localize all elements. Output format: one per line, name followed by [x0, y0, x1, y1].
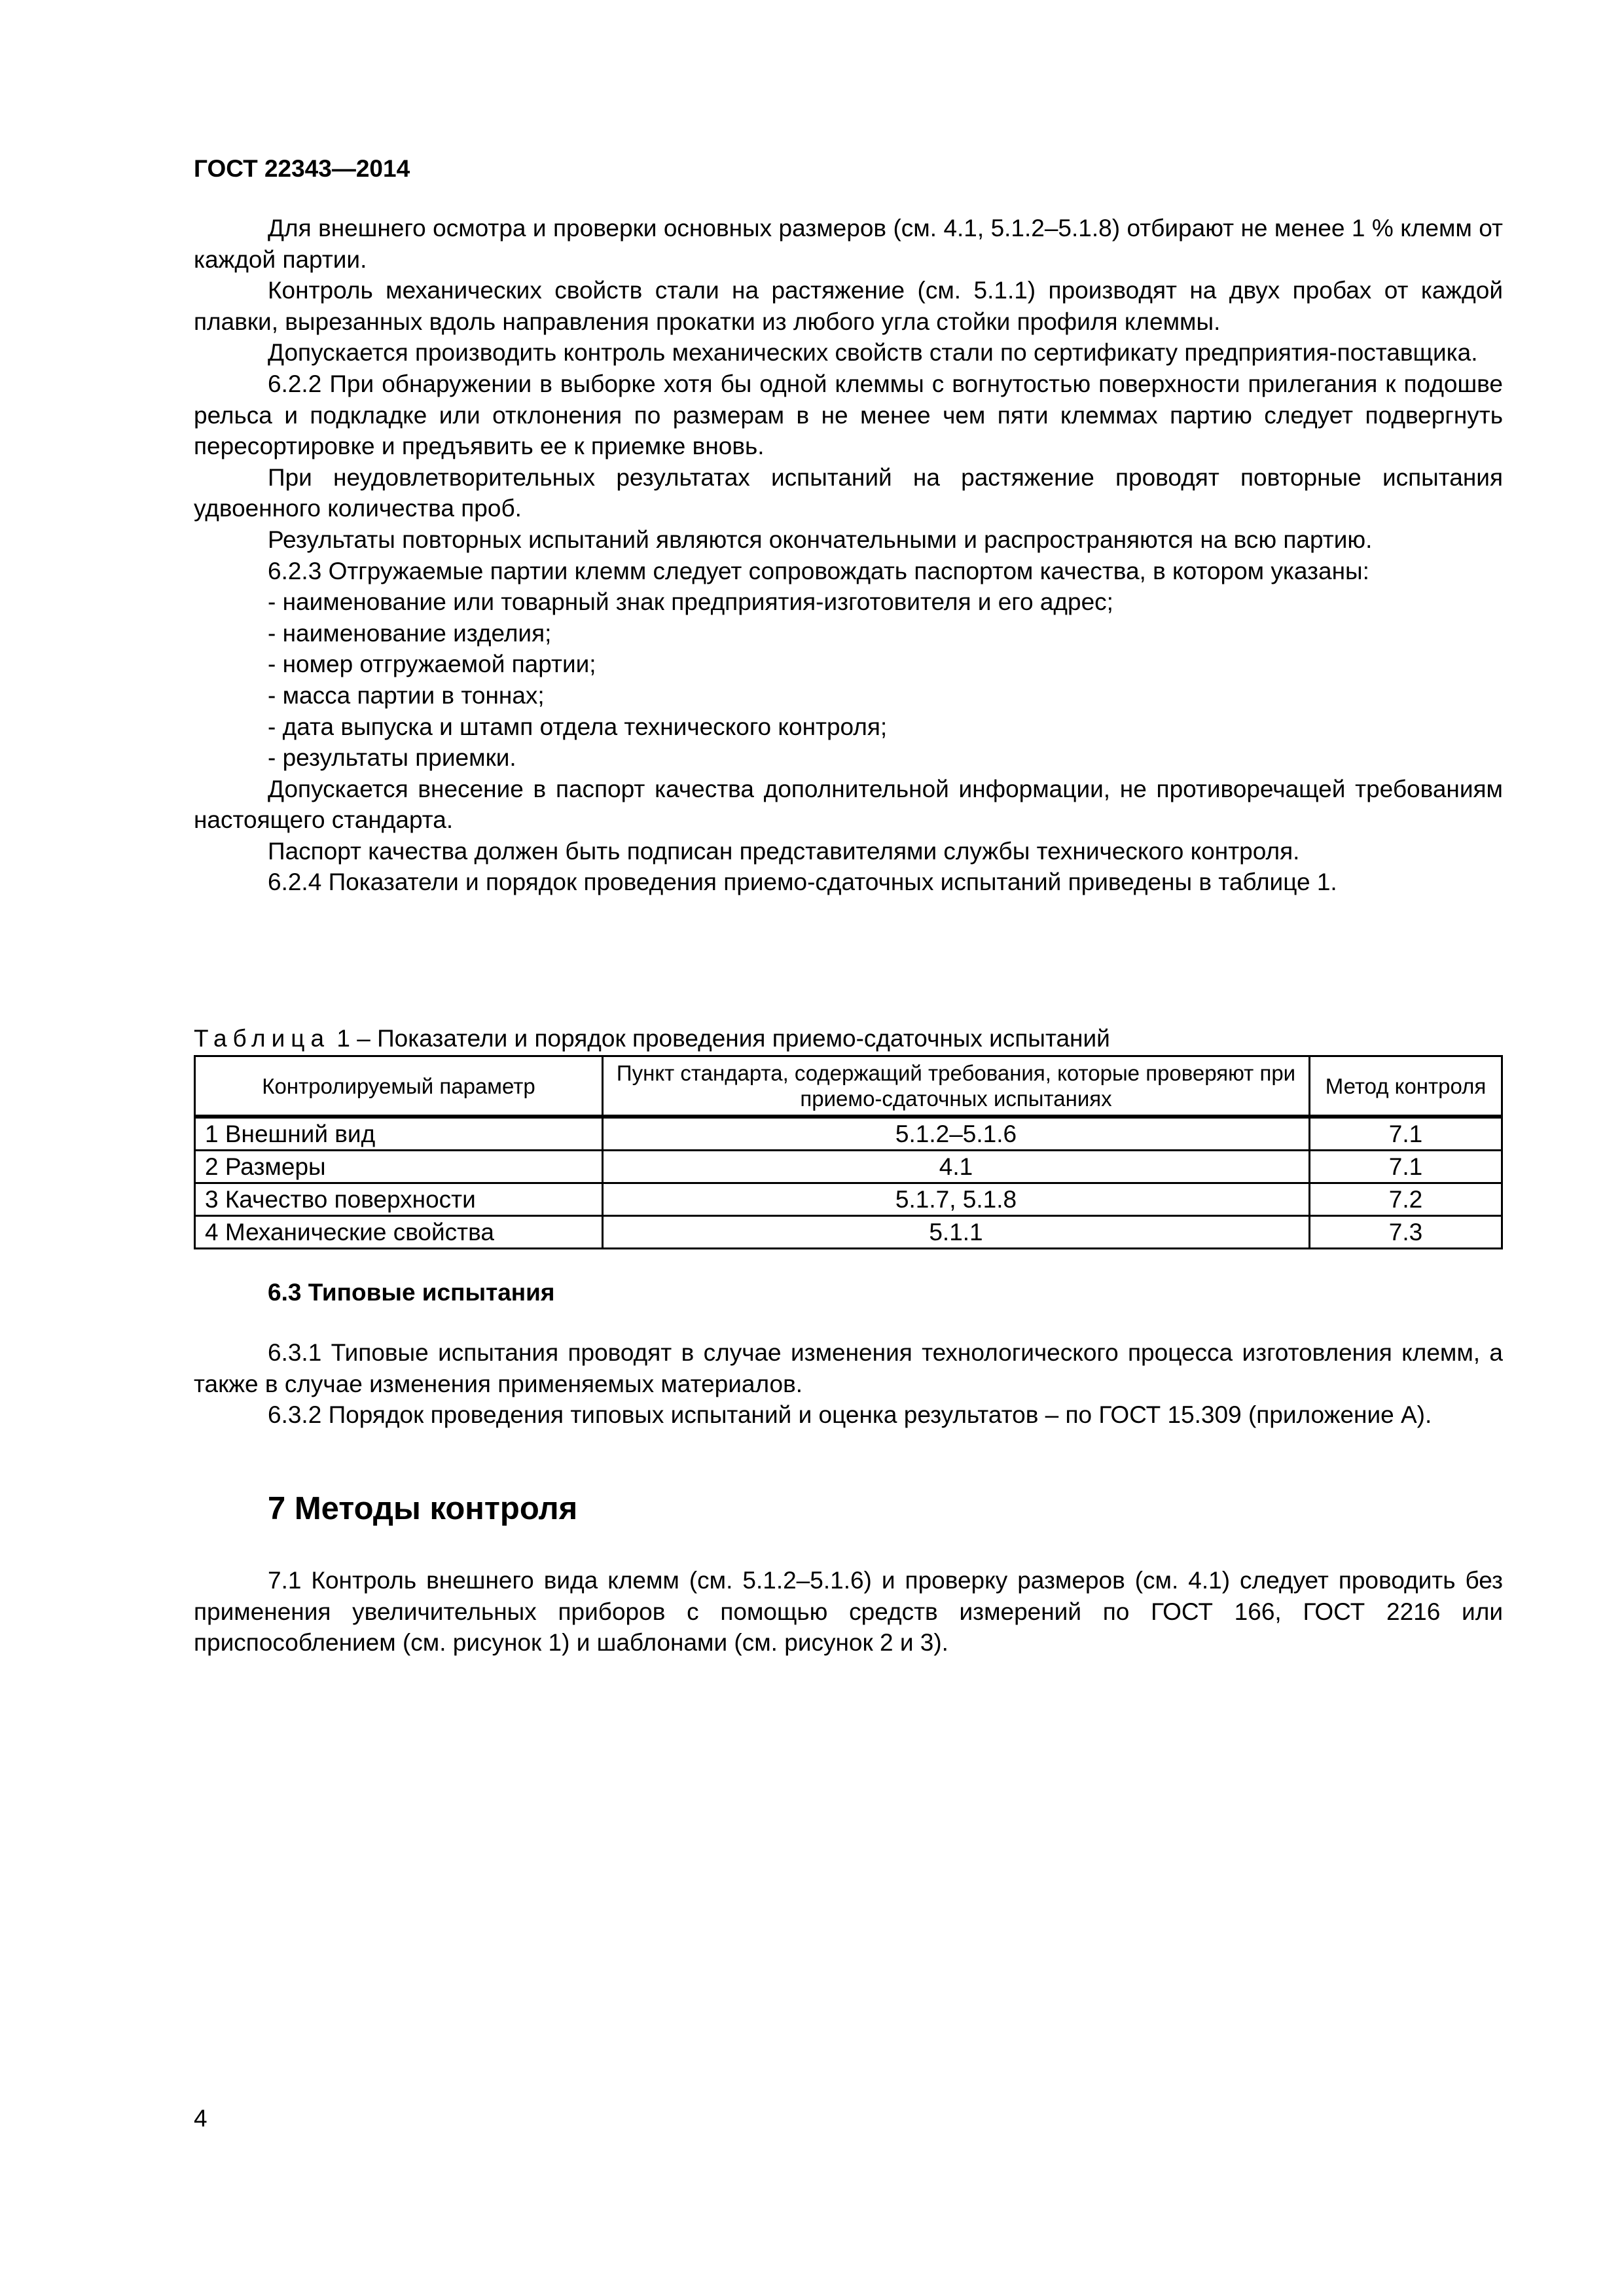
subsection-heading: 6.3 Типовые испытания	[268, 1279, 555, 1306]
table-cell: 7.2	[1310, 1183, 1502, 1216]
table-cell: 3 Качество поверхности	[195, 1183, 603, 1216]
paragraph: 6.2.4 Показатели и порядок проведения приемо-сдаточных испытаний приведены в таблице 1.	[268, 869, 1337, 896]
table-row	[195, 1216, 1502, 1249]
paragraph: При неудовлетворительных результатах испытаний на растяжение проводят повторные испытания удвоенного количества проб.	[194, 463, 1503, 522]
table-header-row	[195, 1056, 1502, 1117]
column-header-method: Метод контроля	[1310, 1056, 1502, 1117]
table-cell: 4.1	[603, 1151, 1310, 1183]
table-cell: 5.1.1	[603, 1216, 1310, 1249]
table-cell: 7.3	[1310, 1216, 1502, 1249]
column-header-clause: Пункт стандарта, содержащий требования, которые проверяют при приемо-сдаточных испытаниях	[603, 1056, 1310, 1117]
paragraph: 6.3.1 Типовые испытания проводят в случае изменения технологического процесса изготовления клемм, а также в случае изменения применяемых материалов.	[194, 1339, 1503, 1397]
list-item: - дата выпуска и штамп отдела технического контроля;	[268, 713, 888, 740]
paragraph: Для внешнего осмотра и проверки основных размеров (см. 4.1, 5.1.2–5.1.8) отбирают не менее 1 % клемм от каждой партии.	[194, 215, 1503, 273]
paragraph: Результаты повторных испытаний являются окончательными и распространяются на всю партию.	[268, 526, 1373, 553]
acceptance-tests-table	[194, 1055, 1503, 1249]
table-cell: 1 Внешний вид	[195, 1117, 603, 1151]
paragraph: 7.1 Контроль внешнего вида клемм (см. 5.1.2–5.1.6) и проверку размеров (см. 4.1) следует проводить без применения увеличительных приборов с помощью средств измерений по ГОСТ 166, ГОСТ 2216 или приспособлением (см. рисунок 1) и шаблонами (см. рисунок 2 и 3).	[194, 1567, 1503, 1657]
paragraph: Паспорт качества должен быть подписан представителями службы технического контроля.	[268, 837, 1300, 865]
subsection-text-block	[194, 1337, 1503, 1431]
paragraph: 6.2.3 Отгружаемые партии клемм следует сопровождать паспортом качества, в котором указаны:	[268, 557, 1369, 584]
paragraph: Контроль механических свойств стали на растяжение (см. 5.1.1) производят на двух пробах от каждой плавки, вырезанных вдоль направления прокатки из любого угла стойки профиля клеммы.	[194, 277, 1503, 335]
table-caption-text: 1 – Показатели и порядок проведения приемо-сдаточных испытаний	[330, 1025, 1110, 1052]
table-cell: 5.1.7, 5.1.8	[603, 1183, 1310, 1216]
table-row	[195, 1151, 1502, 1183]
table-row	[195, 1117, 1502, 1151]
paragraph: 6.2.2 При обнаружении в выборке хотя бы одной клеммы с вогнутостью поверхности прилегания к подошве рельса и подкладке или отклонения по размерам в не менее чем пяти клеммах партию следует подвергнуть пересортировке и предъявить ее к приемке вновь.	[194, 370, 1503, 460]
paragraph: 6.3.2 Порядок проведения типовых испытаний и оценка результатов – по ГОСТ 15.309 (приложение А).	[268, 1401, 1432, 1429]
table-cell: 4 Механические свойства	[195, 1216, 603, 1249]
paragraph: Допускается производить контроль механических свойств стали по сертификату предприятия-поставщика.	[268, 339, 1478, 367]
document-code-header: ГОСТ 22343—2014	[194, 155, 410, 182]
list-item: - наименование изделия;	[268, 619, 552, 647]
table-caption	[194, 1024, 1110, 1053]
list-item: - результаты приемки.	[268, 744, 516, 772]
list-item: - номер отгружаемой партии;	[268, 651, 596, 678]
list-item: - масса партии в тоннах;	[268, 681, 545, 709]
paragraph: Допускается внесение в паспорт качества дополнительной информации, не противоречащей требованиям настоящего стандарта.	[194, 775, 1503, 834]
list-item: - наименование или товарный знак предприятия-изготовителя и его адрес;	[268, 588, 1113, 616]
column-header-parameter: Контролируемый параметр	[195, 1056, 603, 1117]
table-cell: 7.1	[1310, 1117, 1502, 1151]
body-text-block	[194, 213, 1503, 898]
table-cell: 7.1	[1310, 1151, 1502, 1183]
table-cell: 2 Размеры	[195, 1151, 603, 1183]
page-number: 4	[194, 2105, 208, 2132]
table-row	[195, 1183, 1502, 1216]
section-text-block	[194, 1565, 1503, 1659]
table-cell: 5.1.2–5.1.6	[603, 1117, 1310, 1151]
table-caption-label: Таблица	[194, 1025, 331, 1052]
section-heading: 7 Методы контроля	[268, 1491, 578, 1526]
